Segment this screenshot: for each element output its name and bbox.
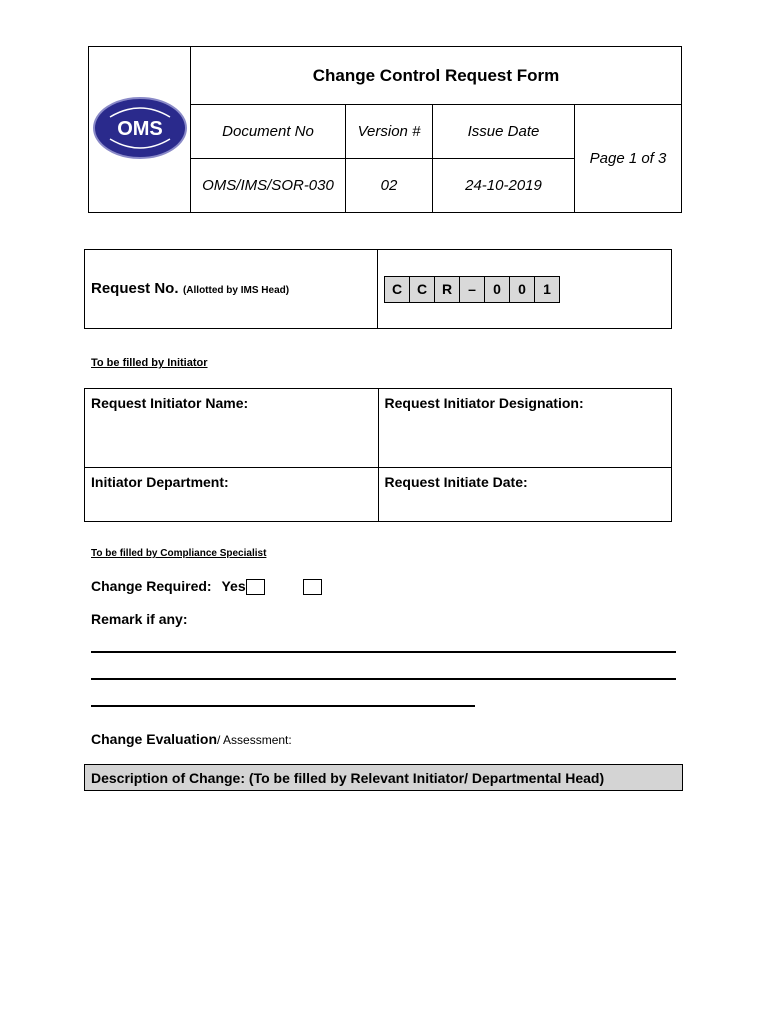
- document-header-table: [88, 46, 682, 213]
- change-required-row: [91, 578, 322, 595]
- code-char: –: [459, 276, 485, 303]
- issue-date-header: Issue Date: [433, 105, 575, 159]
- assessment-label: / Assessment:: [217, 733, 292, 747]
- request-number-table: [84, 249, 672, 329]
- no-checkbox[interactable]: [303, 579, 322, 595]
- version-header: Version #: [346, 105, 433, 159]
- remark-line-1[interactable]: [91, 651, 676, 653]
- request-number-note: (Allotted by IMS Head): [182, 285, 290, 296]
- initiator-table: [84, 388, 672, 522]
- version-value: 02: [346, 159, 433, 213]
- request-number-label: Request No.: [91, 280, 179, 297]
- initiator-section-caption: To be filled by Initiator: [91, 357, 208, 369]
- document-no-header: Document No: [191, 105, 346, 159]
- remark-line-2[interactable]: [91, 678, 676, 680]
- compliance-section-caption: To be filled by Compliance Specialist: [91, 548, 267, 559]
- yes-label: Yes: [221, 578, 246, 594]
- code-char: 1: [534, 276, 560, 303]
- request-number-code: [384, 276, 671, 303]
- change-required-label: Change Required:: [91, 578, 212, 594]
- page-indicator: Page 1 of 3: [575, 105, 682, 213]
- code-char: R: [434, 276, 460, 303]
- code-char: C: [409, 276, 435, 303]
- initiator-name-field[interactable]: Request Initiator Name:: [85, 389, 379, 468]
- form-title: Change Control Request Form: [191, 47, 682, 105]
- oms-logo-icon: [92, 95, 188, 161]
- code-char: 0: [509, 276, 535, 303]
- initiator-department-field[interactable]: Initiator Department:: [85, 468, 379, 522]
- change-evaluation-heading: [91, 731, 292, 749]
- code-char: 0: [484, 276, 510, 303]
- change-evaluation-label: Change Evaluation: [91, 731, 218, 747]
- document-no-value: OMS/IMS/SOR-030: [191, 159, 346, 213]
- description-of-change-heading: Description of Change: (To be filled by Relevant Initiator/ Departmental Head): [84, 764, 683, 791]
- logo-cell: [89, 47, 191, 213]
- remark-label: Remark if any:: [91, 611, 188, 627]
- initiate-date-field[interactable]: Request Initiate Date:: [378, 468, 672, 522]
- logo-text: OMS: [116, 117, 163, 140]
- yes-checkbox[interactable]: [246, 579, 265, 595]
- request-number-label-cell: [85, 250, 378, 329]
- issue-date-value: 24-10-2019: [433, 159, 575, 213]
- code-char: C: [384, 276, 410, 303]
- remark-line-3[interactable]: [91, 705, 475, 707]
- initiator-designation-field[interactable]: Request Initiator Designation:: [378, 389, 672, 468]
- request-number-value-cell: [378, 250, 672, 329]
